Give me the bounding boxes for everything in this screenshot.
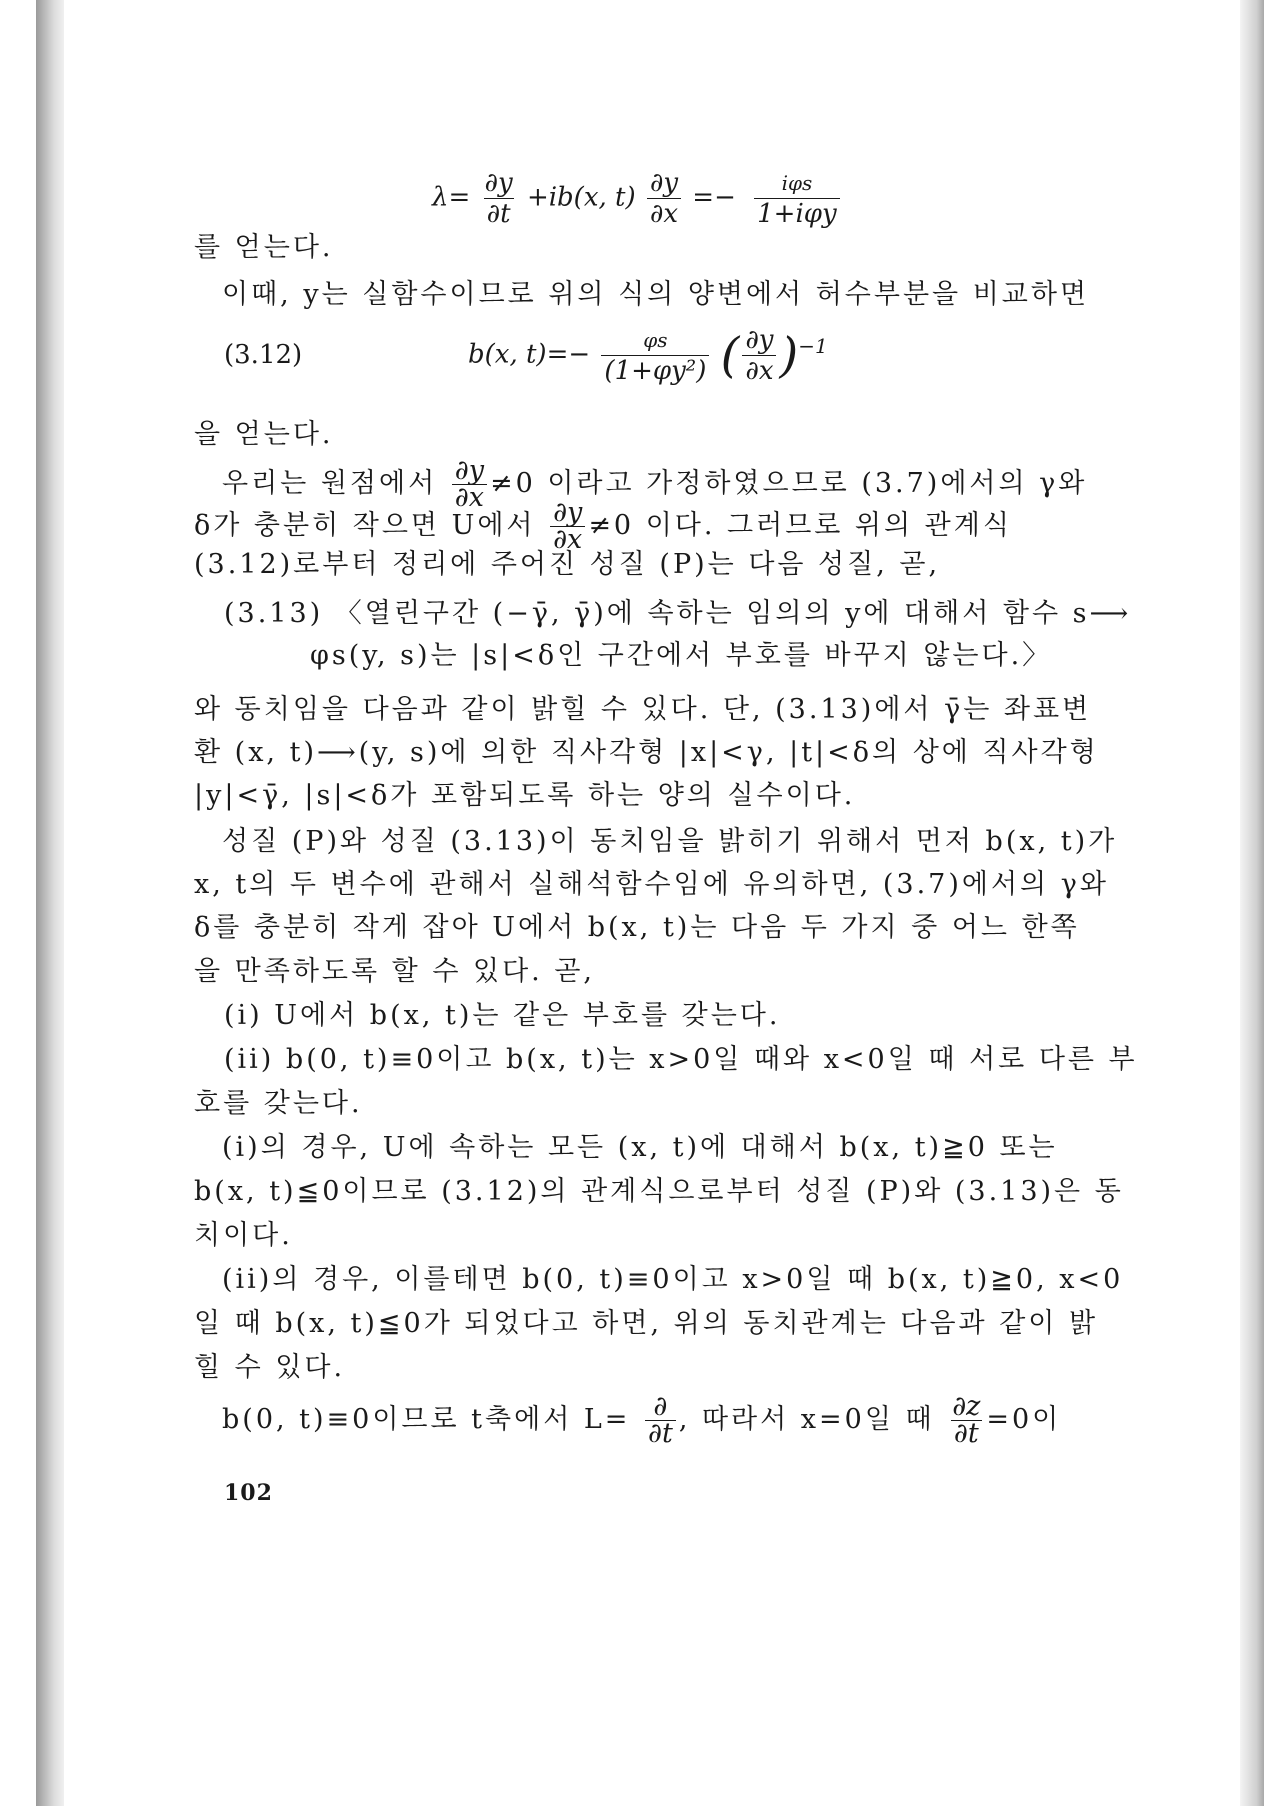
eq1-lhs: λ= (432, 182, 471, 213)
frac-dy-dx: $\frac{\partial y}{\partial x}$ (647, 168, 681, 229)
frac-iphis: $\frac{\text{iφs}}{\text{1+iφy}}$ (754, 168, 840, 229)
line-13: x, t의 두 변수에 관해서 실해석함수임에 유의하면, (3.7)에서의 γ와 (194, 869, 1109, 900)
line-06: (3.12)로부터 정리에 주어진 성질 (P)는 다음 성질, 곧, (194, 549, 941, 580)
line-18: 호를 갖는다. (194, 1088, 363, 1119)
line-01: 를 얻는다. (194, 232, 334, 263)
line-21: 치이다. (194, 1220, 293, 1251)
line-08: φs(y, s)는 |s|<δ인 구간에서 부호를 바꾸지 않는다.〉 (310, 640, 1053, 671)
line-22: (ii)의 경우, 이를테면 b(0, t)≡0이고 x>0일 때 b(x, t)≧0, x<0 (222, 1264, 1124, 1295)
line-02: 이때, y는 실함수이므로 위의 식의 양변에서 허수부분을 비교하면 (222, 279, 1090, 310)
eq1-equals: =− (692, 182, 736, 213)
line-17: (ii) b(0, t)≡0이고 b(x, t)는 x>0일 때와 x<0일 때 서로 다른 부 (224, 1044, 1138, 1075)
eq2-exponent: −1 (798, 333, 828, 358)
equation-3-12-label: (3.12) (224, 340, 303, 370)
equation-3-12: b(x, t)=− $\frac{\varphi s}{\text{(1+φy²)}}$ ( $\frac{\partial y}{\partial x}$ )$^{-1}$ (468, 325, 828, 386)
frac-d-dt: $\frac{\partial}{\partial t}$ (645, 1394, 676, 1447)
line-10: 환 (x, t)⟶(y, s)에 의한 직사각형 |x|<γ, |t|<δ의 상에 직사각형 (194, 737, 1099, 768)
page-edge-left (36, 0, 66, 1806)
line-24: 힐 수 있다. (194, 1352, 346, 1383)
equation-lambda (432, 168, 843, 229)
line-16: (i) U에서 b(x, t)는 같은 부호를 갖는다. (224, 1000, 781, 1031)
eq1-plus-term: +ib(x, t) (526, 182, 636, 213)
page-number: 102 (224, 1480, 273, 1506)
line-05: δ가 충분히 작으면 U에서 $\frac{\partial y}{\partial x}$ ≠0 이다. 그러므로 위의 관계식 (194, 497, 1012, 555)
eq2-lhs: b(x, t)=− (468, 339, 591, 370)
frac-dy-dx-inline-2: $\frac{\partial y}{\partial x}$ (550, 500, 585, 553)
line-11: |y|<γ̄, |s|<δ가 포함되도록 하는 양의 실수이다. (194, 780, 856, 811)
line-14: δ를 충분히 작게 잡아 U에서 b(x, t)는 다음 두 가지 중 어느 한쪽 (194, 912, 1080, 943)
line-25: b(0, t)≡0이므로 t축에서 L= $\frac{\partial}{\partial t}$ , 따라서 x=0일 때 $\frac{\partial z}{\partial t}$ =0이 (222, 1391, 1062, 1449)
line-15: 을 만족하도록 할 수 있다. 곧, (194, 956, 595, 987)
line-12: 성질 (P)와 성질 (3.13)이 동치임을 밝히기 위해서 먼저 b(x, t)가 (222, 826, 1118, 857)
frac-dy-dx-inline: $\frac{\partial y}{\partial x}$ (452, 458, 487, 511)
frac-dz-dt: $\frac{\partial z}{\partial t}$ (952, 1391, 981, 1449)
line-03: 을 얻는다. (194, 419, 334, 450)
line-07: (3.13) 〈열린구간 (−γ̄, γ̄)에 속하는 임의의 y에 대해서 함수 s⟶ (224, 598, 1132, 629)
line-19: (i)의 경우, U에 속하는 모든 (x, t)에 대해서 b(x, t)≧0 또는 (222, 1132, 1058, 1163)
line-09: 와 동치임을 다음과 같이 밝힐 수 있다. 단, (3.13)에서 γ̄는 좌표변 (194, 694, 1092, 725)
page-edge-right (1240, 0, 1264, 1806)
line-23: 일 때 b(x, t)≦0가 되었다고 하면, 위의 동치관계는 다음과 같이 밝 (194, 1308, 1099, 1339)
frac-phis: $\frac{\varphi s}{\text{(1+φy²)}}$ (601, 325, 709, 386)
book-page (64, 0, 1240, 1806)
frac-dy-dx-2: $\frac{\partial y}{\partial x}$ (742, 325, 776, 386)
line-04: 우리는 원점에서 $\frac{\partial y}{\partial x}$ ≠0 이라고 가정하였으므로 (3.7)에서의 γ와 (222, 455, 1088, 513)
frac-dy-dt: $\frac{\partial y}{\partial t}$ (484, 168, 513, 229)
line-20: b(x, t)≦0이므로 (3.12)의 관계식으로부터 성질 (P)와 (3.13)은 동 (194, 1176, 1124, 1207)
